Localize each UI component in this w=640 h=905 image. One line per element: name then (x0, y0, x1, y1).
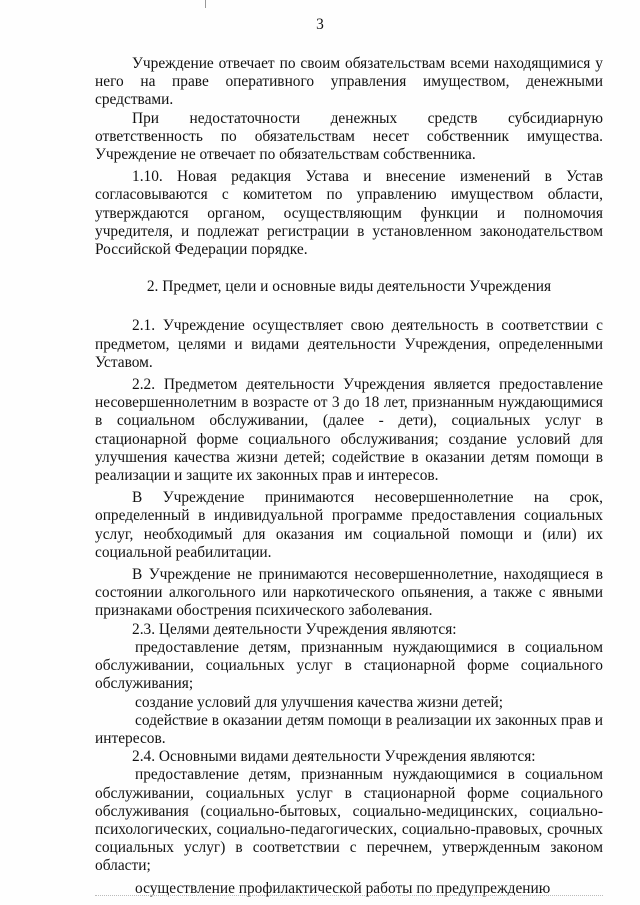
paragraph: 2.3. Целями деятельности Учреждения являются: (132, 620, 457, 638)
paragraph: 2.2. Предметом деятельности Учреждения является предоставление несовершеннолетним в возрасте от 3 до 18 лет, признанным нуждающимися в социальном обслуживании, (далее - дети), социальных услуг в стационарной форме социального обслуживания; создание условий для улучшения качества жизни детей; содействие в оказании детям помощи в реализации и защите их законных прав и интересов. (95, 376, 603, 485)
scan-artifact (205, 0, 206, 8)
list-item: содействие в оказании детям помощи в реализации их законных прав и интересов. (95, 711, 603, 747)
paragraph: 2.4. Основными видами деятельности Учреждения являются: (132, 748, 536, 766)
paragraph: 2.1. Учреждение осуществляет свою деятельность в соответствии с предметом, целями и видами деятельности Учреждения, определенными Уставом. (95, 317, 603, 371)
list-item: создание условий для улучшения качества жизни детей; (135, 693, 503, 711)
list-item: предоставление детям, признанным нуждающимися в социальном обслуживании, социальных услуг в стационарной форме социального обслуживания; (95, 638, 603, 693)
list-item: предоставление детям, признанным нуждающимися в социальном обслуживании, социальных услуг в стационарной форме социального обслуживания (социально-бытовых, социально-медицинских, социально-психологических, социально-педагогических, социально-правовых, срочных социальных услуг) в соответствии с перечнем, утвержденным законом области; (95, 766, 603, 875)
paragraph: 1.10. Новая редакция Устава и внесение изменений в Устав согласовываются с комитетом по управлению имуществом области, утверждаются органом, осуществляющим функции и полномочия учредителя, и подлежат регистрации в установленном законодательством Российской Федерации порядке. (95, 168, 603, 259)
paragraph: В Учреждение принимаются несовершеннолетние на срок, определенный в индивидуальной программе предоставления социальных услуг, необходимый для оказания им социальной помощи и (или) их социальной реабилитации. (95, 489, 603, 561)
paragraph: При недостаточности денежных средств субсидиарную ответственность по обязательствам несет собственник имущества. Учреждение не отвечает по обязательствам собственника. (95, 109, 603, 164)
paragraph: Учреждение отвечает по своим обязательствам всеми находящимися у него на праве оперативного управления имуществом, денежными средствами. (95, 55, 603, 109)
section-heading: 2. Предмет, цели и основные виды деятельности Учреждения (146, 278, 552, 296)
page-number: 3 (316, 16, 324, 33)
list-item: осуществление профилактической работы по предупреждению (135, 879, 551, 897)
document-body (95, 55, 603, 898)
scan-bottom-edge (95, 895, 603, 897)
paragraph: В Учреждение не принимаются несовершеннолетние, находящиеся в состоянии алкогольного или наркотического опьянения, а также с явными признаками обострения психического заболевания. (95, 566, 603, 620)
